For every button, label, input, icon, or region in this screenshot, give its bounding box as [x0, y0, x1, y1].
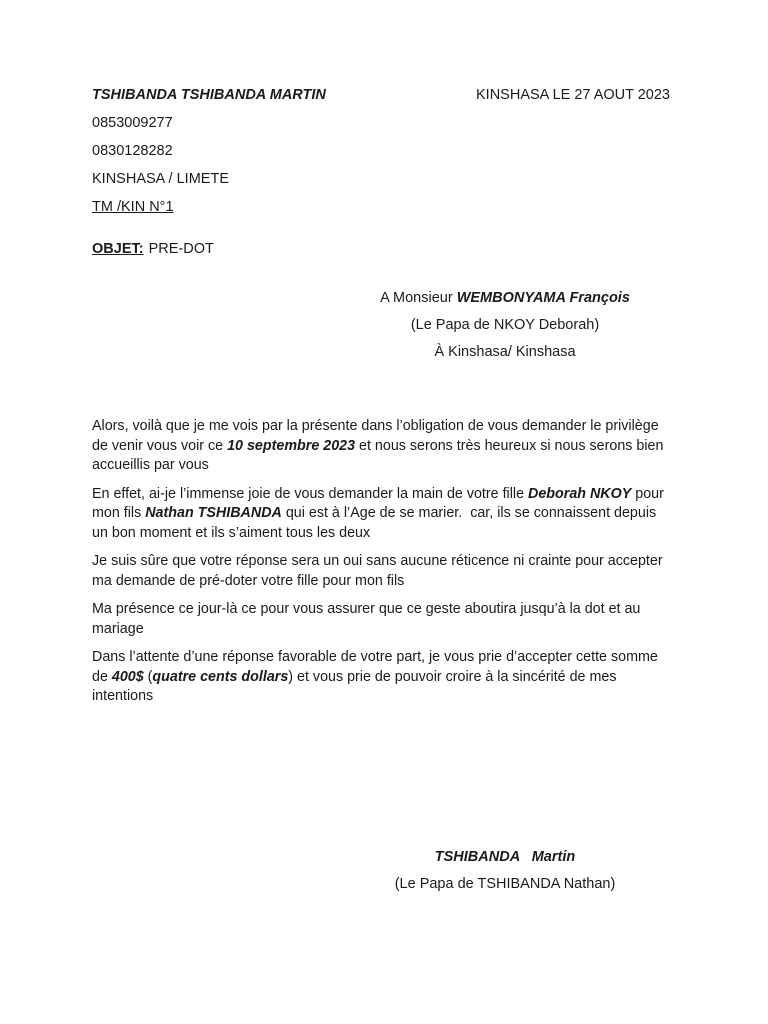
emphasized-text: Deborah NKOY [528, 485, 632, 502]
body-text: Je suis sûre que votre réponse sera un oui sans aucune réticence ni crainte pour accepter ma demande de pré-doter votre fille pour mon fils [92, 553, 667, 589]
recipient-salutation: A Monsieur [380, 290, 457, 306]
emphasized-text: 400$ [111, 668, 144, 685]
body-text: ( [143, 668, 153, 685]
subject-label: OBJET: [92, 241, 144, 257]
sender-phone-1: 0853009277 [92, 115, 173, 131]
sender-phone-2: 0830128282 [92, 143, 173, 159]
letter-body [92, 417, 670, 707]
body-text: Alors, voilà que je me vois par la présente dans l’obligation de vous demander le privilège de venir vous voir ce [92, 418, 663, 454]
body-text: Dans l’attente d’une réponse favorable de votre part, je vous prie d’accepter cette somme de [92, 649, 662, 685]
recipient-line-1 [340, 289, 670, 308]
body-text: En effet, ai-je l’immense joie de vous demander la main de votre fille [92, 485, 529, 502]
recipient-name: WEMBONYAMA François [456, 290, 630, 306]
emphasized-text: 10 septembre 2023 [227, 437, 356, 454]
signature-block [340, 848, 670, 894]
subject-line [92, 240, 670, 259]
recipient-line-3: À Kinshasa/ Kinshasa [434, 344, 576, 360]
sender-reference-text: TM /KIN N°1 [92, 199, 174, 215]
body-paragraph [92, 552, 670, 591]
body-text: Ma présence ce jour-là ce pour vous assurer que ce geste aboutira jusqu’à la dot et au mariage [92, 601, 645, 637]
subject-value: PRE-DOT [148, 241, 214, 257]
sender-city: KINSHASA / LIMETE [92, 171, 229, 187]
letter-header-row [92, 86, 670, 105]
body-text: ) et vous prie de pouvoir croire à la sincérité de mes intentions [92, 668, 621, 704]
signature-title: (Le Papa de TSHIBANDA Nathan) [394, 875, 616, 892]
recipient-line-2: (Le Papa de NKOY Deborah) [410, 317, 600, 333]
signature-name: TSHIBANDA Martin [434, 848, 576, 865]
sender-name: TSHIBANDA TSHIBANDA MARTIN [92, 87, 326, 103]
body-paragraph [92, 417, 670, 476]
body-text: qui est à l’Age de se marier. car, ils se connaissent depuis un bon moment et ils s’aiment tous les deux [92, 505, 661, 541]
sender-reference [92, 198, 670, 217]
body-paragraph [92, 485, 670, 544]
body-paragraph [92, 648, 670, 707]
emphasized-text: quatre cents dollars [152, 668, 289, 685]
recipient-block [340, 289, 670, 362]
letter-date: KINSHASA LE 27 AOUT 2023 [476, 87, 670, 103]
body-text: et nous serons très heureux si nous serons bien accueillis par vous [92, 437, 668, 473]
emphasized-text: Nathan TSHIBANDA [145, 505, 282, 521]
body-paragraph [92, 600, 670, 639]
body-text: pour mon fils [92, 485, 668, 521]
